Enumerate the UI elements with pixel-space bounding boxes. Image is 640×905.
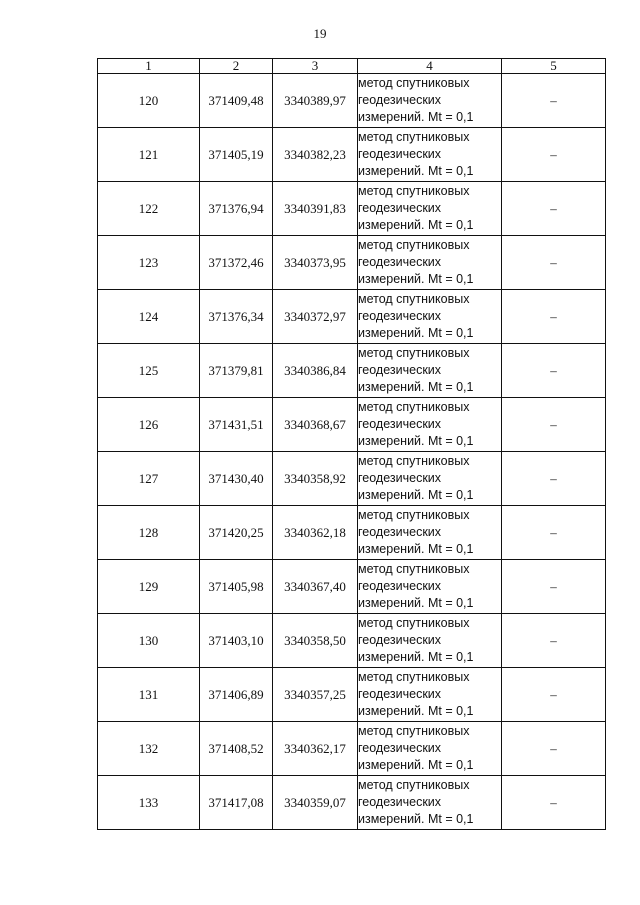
y-coordinate-cell: 3340358,50	[273, 614, 358, 668]
x-coordinate-cell: 371408,52	[200, 722, 273, 776]
method-cell	[358, 398, 502, 452]
note-cell: –	[502, 452, 606, 506]
point-number-cell: 123	[98, 236, 200, 290]
coordinates-table	[97, 58, 606, 830]
y-coordinate-cell: 3340362,17	[273, 722, 358, 776]
method-cell	[358, 560, 502, 614]
note-cell: –	[502, 290, 606, 344]
table-row	[98, 560, 606, 614]
note-cell: –	[502, 74, 606, 128]
method-line-3: измерений. Mt = 0,1	[358, 542, 474, 556]
method-line-1: метод спутниковых	[358, 670, 470, 684]
table-row	[98, 398, 606, 452]
method-line-2: геодезических	[358, 525, 442, 539]
method-line-3: измерений. Mt = 0,1	[358, 326, 474, 340]
x-coordinate-cell: 371372,46	[200, 236, 273, 290]
point-number-cell: 131	[98, 668, 200, 722]
column-header-1: 1	[98, 59, 200, 74]
x-coordinate-cell: 371417,08	[200, 776, 273, 830]
point-number-cell: 122	[98, 182, 200, 236]
method-line-1: метод спутниковых	[358, 400, 470, 414]
point-number-cell: 129	[98, 560, 200, 614]
point-number-cell: 126	[98, 398, 200, 452]
column-header-2: 2	[200, 59, 273, 74]
method-line-3: измерений. Mt = 0,1	[358, 218, 474, 232]
method-cell	[358, 614, 502, 668]
y-coordinate-cell: 3340382,23	[273, 128, 358, 182]
column-header-5: 5	[502, 59, 606, 74]
table-row	[98, 128, 606, 182]
point-number-cell: 120	[98, 74, 200, 128]
page-number: 19	[313, 26, 327, 41]
y-coordinate-cell: 3340373,95	[273, 236, 358, 290]
method-line-2: геодезических	[358, 687, 442, 701]
y-coordinate-cell: 3340359,07	[273, 776, 358, 830]
x-coordinate-cell: 371379,81	[200, 344, 273, 398]
method-line-2: геодезических	[358, 255, 442, 269]
method-line-3: измерений. Mt = 0,1	[358, 380, 474, 394]
method-cell	[358, 506, 502, 560]
method-line-3: измерений. Mt = 0,1	[358, 596, 474, 610]
x-coordinate-cell: 371403,10	[200, 614, 273, 668]
y-coordinate-cell: 3340386,84	[273, 344, 358, 398]
note-cell: –	[502, 560, 606, 614]
method-cell	[358, 722, 502, 776]
note-cell: –	[502, 398, 606, 452]
point-number-cell: 132	[98, 722, 200, 776]
method-cell	[358, 452, 502, 506]
x-coordinate-cell: 371431,51	[200, 398, 273, 452]
method-line-2: геодезических	[358, 201, 442, 215]
column-header-4: 4	[358, 59, 502, 74]
method-line-1: метод спутниковых	[358, 238, 470, 252]
table-row	[98, 74, 606, 128]
table-row	[98, 344, 606, 398]
method-line-1: метод спутниковых	[358, 454, 470, 468]
note-cell: –	[502, 182, 606, 236]
table-row	[98, 182, 606, 236]
method-line-1: метод спутниковых	[358, 562, 470, 576]
method-line-1: метод спутниковых	[358, 508, 470, 522]
y-coordinate-cell: 3340391,83	[273, 182, 358, 236]
point-number-cell: 133	[98, 776, 200, 830]
method-line-2: геодезических	[358, 417, 442, 431]
method-line-2: геодезических	[358, 363, 442, 377]
method-line-2: геодезических	[358, 309, 442, 323]
note-cell: –	[502, 722, 606, 776]
method-cell	[358, 74, 502, 128]
method-line-2: геодезических	[358, 93, 442, 107]
x-coordinate-cell: 371406,89	[200, 668, 273, 722]
method-cell	[358, 668, 502, 722]
method-line-3: измерений. Mt = 0,1	[358, 272, 474, 286]
method-cell	[358, 236, 502, 290]
method-line-3: измерений. Mt = 0,1	[358, 812, 474, 826]
method-line-1: метод спутниковых	[358, 292, 470, 306]
method-line-1: метод спутниковых	[358, 616, 470, 630]
method-line-2: геодезических	[358, 147, 442, 161]
method-line-2: геодезических	[358, 795, 442, 809]
method-cell	[358, 344, 502, 398]
table-row	[98, 506, 606, 560]
table-row	[98, 236, 606, 290]
method-line-2: геодезических	[358, 741, 442, 755]
table-body	[98, 74, 606, 830]
y-coordinate-cell: 3340368,67	[273, 398, 358, 452]
method-cell	[358, 128, 502, 182]
method-line-3: измерений. Mt = 0,1	[358, 164, 474, 178]
note-cell: –	[502, 776, 606, 830]
method-line-1: метод спутниковых	[358, 184, 470, 198]
y-coordinate-cell: 3340367,40	[273, 560, 358, 614]
point-number-cell: 127	[98, 452, 200, 506]
note-cell: –	[502, 128, 606, 182]
x-coordinate-cell: 371376,94	[200, 182, 273, 236]
table-row	[98, 614, 606, 668]
method-line-3: измерений. Mt = 0,1	[358, 434, 474, 448]
method-line-2: геодезических	[358, 633, 442, 647]
point-number-cell: 121	[98, 128, 200, 182]
method-line-3: измерений. Mt = 0,1	[358, 650, 474, 664]
method-line-1: метод спутниковых	[358, 346, 470, 360]
note-cell: –	[502, 614, 606, 668]
method-cell	[358, 290, 502, 344]
x-coordinate-cell: 371405,98	[200, 560, 273, 614]
table-row	[98, 776, 606, 830]
note-cell: –	[502, 344, 606, 398]
method-line-3: измерений. Mt = 0,1	[358, 704, 474, 718]
note-cell: –	[502, 506, 606, 560]
y-coordinate-cell: 3340358,92	[273, 452, 358, 506]
method-line-2: геодезических	[358, 471, 442, 485]
note-cell: –	[502, 236, 606, 290]
x-coordinate-cell: 371405,19	[200, 128, 273, 182]
x-coordinate-cell: 371409,48	[200, 74, 273, 128]
y-coordinate-cell: 3340372,97	[273, 290, 358, 344]
point-number-cell: 124	[98, 290, 200, 344]
note-cell: –	[502, 668, 606, 722]
table-row	[98, 668, 606, 722]
method-line-1: метод спутниковых	[358, 724, 470, 738]
method-line-2: геодезических	[358, 579, 442, 593]
point-number-cell: 130	[98, 614, 200, 668]
column-header-3: 3	[273, 59, 358, 74]
method-line-3: измерений. Mt = 0,1	[358, 488, 474, 502]
method-cell	[358, 182, 502, 236]
table-row	[98, 290, 606, 344]
x-coordinate-cell: 371376,34	[200, 290, 273, 344]
table-row	[98, 452, 606, 506]
point-number-cell: 125	[98, 344, 200, 398]
method-line-1: метод спутниковых	[358, 778, 470, 792]
point-number-cell: 128	[98, 506, 200, 560]
y-coordinate-cell: 3340389,97	[273, 74, 358, 128]
method-cell	[358, 776, 502, 830]
table-row	[98, 722, 606, 776]
table-header-row	[98, 59, 606, 74]
method-line-1: метод спутниковых	[358, 130, 470, 144]
method-line-1: метод спутниковых	[358, 76, 470, 90]
x-coordinate-cell: 371420,25	[200, 506, 273, 560]
x-coordinate-cell: 371430,40	[200, 452, 273, 506]
y-coordinate-cell: 3340362,18	[273, 506, 358, 560]
method-line-3: измерений. Mt = 0,1	[358, 758, 474, 772]
y-coordinate-cell: 3340357,25	[273, 668, 358, 722]
method-line-3: измерений. Mt = 0,1	[358, 110, 474, 124]
